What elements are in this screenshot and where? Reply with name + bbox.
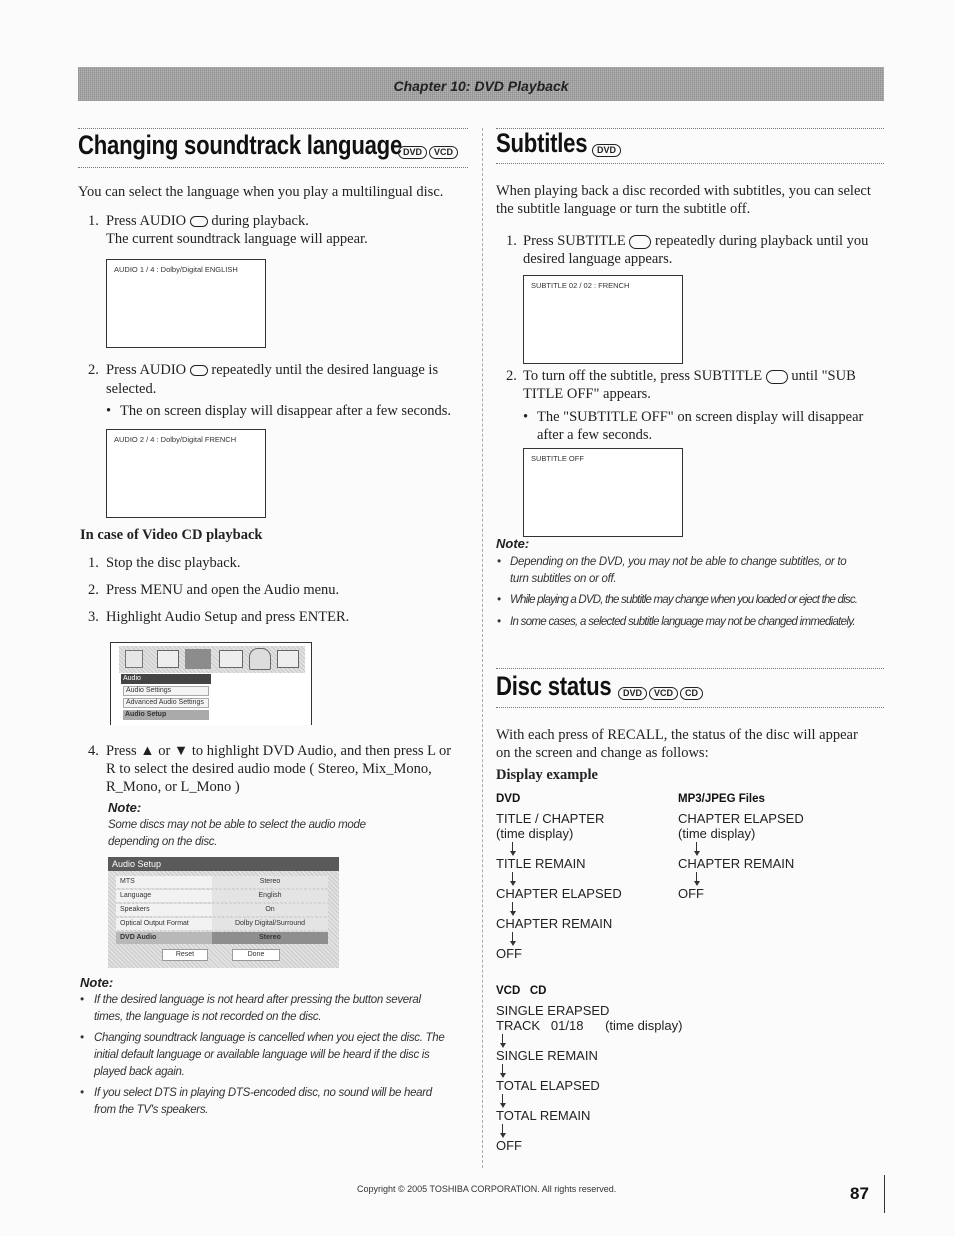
status-item: SINGLE ERAPSED [496, 1003, 610, 1018]
note-text: turn subtitles on or off. [510, 573, 617, 585]
setting-value[interactable]: Dolby Digital/Surround [212, 918, 328, 930]
setting-label: Speakers [116, 904, 212, 916]
status-item: TOTAL ELAPSED [496, 1078, 600, 1093]
status-item: (time display) [496, 826, 574, 841]
status-item: OFF [496, 946, 522, 961]
status-item: SINGLE REMAIN [496, 1048, 598, 1063]
note-text: initial default language or available language will be heard if the disc is [94, 1049, 430, 1061]
note-heading: Note: [80, 975, 114, 990]
note-text: Changing soundtrack language is cancelled when you eject the disc. The [94, 1032, 445, 1044]
subtitles-title-rule [496, 163, 884, 164]
status-item: TOTAL REMAIN [496, 1108, 591, 1123]
status-item: CHAPTER REMAIN [496, 916, 613, 931]
note-text: In some cases, a selected subtitle language may not be changed immediately. [510, 616, 855, 628]
bullet-marker: • [497, 556, 501, 568]
menu-header: Audio [121, 674, 211, 684]
bullet-marker: • [80, 1087, 84, 1099]
step-text: selected. [106, 381, 157, 397]
osd-screen-audio-2 [106, 429, 266, 518]
setting-label-selected: DVD Audio [116, 932, 212, 944]
status-item: TITLE / CHAPTER [496, 811, 605, 826]
subtitle-button-icon [629, 235, 651, 249]
step-text-part: To turn off the subtitle, press SUBTITLE [523, 368, 763, 384]
status-item: TITLE REMAIN [496, 856, 586, 871]
step-text: Press MENU and open the Audio menu. [106, 582, 340, 598]
step-text: The current soundtrack language will appear. [106, 231, 368, 247]
step-text [523, 367, 856, 385]
audio-menu-icon [157, 650, 179, 668]
badge-vcd: VCD [429, 146, 458, 159]
disc-status-top-rule [496, 668, 884, 669]
step-number: 1. [506, 233, 517, 249]
step-text-part: Press SUBTITLE [523, 233, 626, 249]
soundtrack-badges [396, 143, 458, 161]
bullet-text: The "SUBTITLE OFF" on screen display will disappear [537, 409, 864, 425]
vcd-heading: In case of Video CD playback [80, 527, 263, 543]
menu-item[interactable]: Audio Settings [123, 686, 209, 696]
soundtrack-title: Changing soundtrack language [78, 130, 403, 160]
status-item: CHAPTER REMAIN [678, 856, 795, 871]
note-text: Some discs may not be able to select the audio mode [108, 819, 366, 831]
status-item: OFF [678, 886, 704, 901]
disc-status-intro: on the screen and change as follows: [496, 745, 709, 761]
step-text-part: during playback. [211, 213, 309, 229]
note-text: from the TV's speakers. [94, 1104, 209, 1116]
step-text-part: repeatedly during playback until you [654, 233, 869, 249]
osd-screen-subtitle-1 [523, 275, 683, 364]
left-title-rule [78, 167, 468, 168]
audio-setup-title: Audio Setup [108, 857, 339, 871]
osd-text: SUBTITLE OFF [531, 454, 584, 463]
note-text: Depending on the DVD, you may not be able to change subtitles, or to [510, 556, 847, 568]
subtitles-intro: When playing back a disc recorded with subtitles, you can select [496, 183, 871, 199]
step-number: 2. [506, 368, 517, 384]
audio-button-icon [190, 216, 208, 227]
osd-screen-audio-1 [106, 259, 266, 348]
step-text [106, 361, 438, 379]
step-text: Highlight Audio Setup and press ENTER. [106, 609, 350, 625]
status-item: CHAPTER ELAPSED [678, 811, 804, 826]
soundtrack-intro: You can select the language when you play a multilingual disc. [78, 184, 444, 200]
note-text: If you select DTS in playing DTS-encoded disc, no sound will be heard [94, 1087, 432, 1099]
dvd-flow-heading: DVD [496, 793, 521, 805]
column-divider [482, 128, 483, 1168]
application-menu-icon [277, 650, 299, 668]
copyright-notice: Copyright © 2005 TOSHIBA CORPORATION. All rights reserved. [357, 1184, 617, 1194]
menu-screenshot [110, 642, 312, 725]
bullet-marker: • [523, 409, 529, 425]
subtitles-title: Subtitles [496, 128, 588, 158]
disc-status-title-rule [496, 707, 884, 708]
status-item: TRACK 01/18 (time display) [496, 1018, 683, 1033]
step-text-part: repeatedly until the desired language is [211, 362, 439, 378]
status-item: OFF [496, 1138, 522, 1153]
status-item: CHAPTER ELAPSED [496, 886, 622, 901]
display-example-heading: Display example [496, 767, 598, 783]
disc-status-intro: With each press of RECALL, the status of the disc will appear [496, 727, 858, 743]
chapter-title: Chapter 10: DVD Playback [393, 78, 569, 94]
subtitle-button-icon [766, 370, 788, 384]
step-text: TITLE OFF" appears. [523, 386, 651, 402]
step-number: 3. [88, 609, 99, 625]
lock-icon [249, 648, 271, 670]
note-heading: Note: [496, 536, 530, 551]
bullet-marker: • [497, 594, 501, 606]
menu-item[interactable]: Advanced Audio Settings [123, 698, 209, 708]
page-number-rule [884, 1175, 885, 1213]
audio-button-icon [190, 365, 208, 376]
step-text-part: Press AUDIO [106, 213, 187, 229]
status-item: (time display) [678, 826, 756, 841]
step-text: desired language appears. [523, 251, 673, 267]
badge-dvd: DVD [398, 146, 427, 159]
step-text: R to select the desired audio mode ( Stereo, Mix_Mono, [106, 761, 432, 777]
step-number: 4. [88, 743, 99, 759]
subtitles-intro: the subtitle language or turn the subtitle off. [496, 201, 751, 217]
note-text: If the desired language is not heard after pressing the button several [94, 994, 421, 1006]
osd-screen-subtitle-2 [523, 448, 683, 537]
selected-menu-icon [185, 649, 211, 669]
setting-value[interactable]: Stereo [212, 876, 328, 888]
note-heading: Note: [108, 800, 142, 815]
step-number: 2. [88, 582, 99, 598]
step-text-part: Press AUDIO [106, 362, 187, 378]
disc-status-badges [616, 684, 703, 702]
step-number: 1. [88, 555, 99, 571]
note-text: While playing a DVD, the subtitle may change when you loaded or eject the disc. [510, 594, 858, 606]
osd-text: AUDIO 2 / 4 : Dolby/Digital FRENCH [114, 435, 237, 444]
step-text: R_Mono, or L_Mono ) [106, 779, 240, 795]
osd-text: SUBTITLE 02 / 02 : FRENCH [531, 281, 630, 290]
left-top-rule [78, 128, 468, 129]
vcd-cd-flow-heading: VCD CD [496, 985, 547, 997]
setup-menu-icon [219, 650, 243, 668]
setting-label: Optical Output Format [116, 918, 212, 930]
setting-value-selected[interactable]: Stereo [212, 932, 328, 944]
page-number: 87 [850, 1184, 869, 1203]
audio-setup-screen [108, 857, 339, 968]
setting-value[interactable]: On [212, 904, 328, 916]
badge-dvd: DVD [592, 144, 621, 157]
bullet-text: The on screen display will disappear after a few seconds. [120, 403, 451, 419]
setting-label: MTS [116, 876, 212, 888]
picture-menu-icon [125, 650, 143, 668]
subtitles-badges [590, 141, 621, 159]
bullet-text: after a few seconds. [537, 427, 653, 443]
badge-cd: CD [680, 687, 703, 700]
done-button[interactable]: Done [232, 949, 280, 961]
setting-value[interactable]: English [212, 890, 328, 902]
step-text: Press ▲ or ▼ to highlight DVD Audio, and then press L or [106, 743, 452, 759]
reset-button[interactable]: Reset [162, 949, 208, 961]
step-text: Stop the disc playback. [106, 555, 241, 571]
menu-item-selected[interactable]: Audio Setup [123, 710, 209, 720]
note-text: depending on the disc. [108, 836, 218, 848]
bullet-marker: • [80, 994, 84, 1006]
badge-dvd: DVD [618, 687, 647, 700]
osd-text: AUDIO 1 / 4 : Dolby/Digital ENGLISH [114, 265, 238, 274]
step-text [523, 232, 868, 250]
disc-status-title: Disc status [496, 671, 612, 701]
step-number: 2. [88, 362, 99, 378]
step-number: 1. [88, 213, 99, 229]
badge-vcd: VCD [649, 687, 678, 700]
setting-label: Language [116, 890, 212, 902]
step-text-part: until "SUB [791, 368, 856, 384]
mp3-flow-heading: MP3/JPEG Files [678, 793, 765, 805]
bullet-marker: • [106, 403, 112, 419]
note-text: times, the language is not recorded on the disc. [94, 1011, 322, 1023]
bullet-marker: • [497, 616, 501, 628]
step-text [106, 212, 309, 230]
bullet-marker: • [80, 1032, 84, 1044]
note-text: played back again. [94, 1066, 185, 1078]
